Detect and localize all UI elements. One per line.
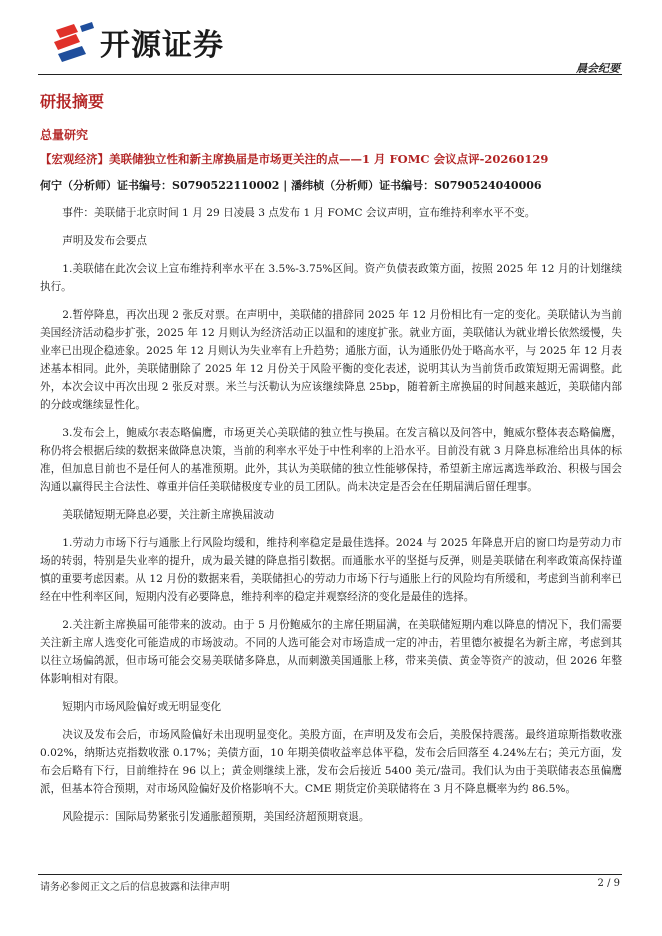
page-number: 2 / 9 [597, 878, 620, 889]
report-body [40, 204, 622, 836]
report-authors: 何宁（分析师）证书编号：S0790522110002 | 潘纬桢（分析师）证书编号：S0790524040006 [40, 179, 542, 192]
logo-mark-icon [52, 22, 96, 62]
header-divider [38, 74, 622, 75]
footer-divider [38, 874, 622, 875]
paragraph: 2.暂停降息，再次出现 2 张反对票。在声明中，美联储的措辞同 2025 年 12 月份相比有一定的变化。美联储认为当前美国经济活动稳步扩张，2025 年 12 月则认为经济活动正以温和的速度扩张。就业方面，美联储认为就业增长依然缓慢，失业率已出现企稳迹象。2025 年 12 月则认为失业率有上升趋势；通胀方面，认为通胀仍处于略高水平，与 2025 年 12 月表述基本相同。此外，美联储删除了 2025 年 12 月份关于风险平衡的变化表述，说明其认为当前货币政策短期无需调整。此外，本次会议中再次出现 2 张反对票。米兰与沃勒认为应该继续降息 25bp，随着新主席换届的时间越来越近，美联储内部的分歧或继续显性化。 [40, 309, 622, 411]
paragraph-heading: 美联储短期无降息必要，关注新主席换届波动 [62, 509, 275, 521]
paragraph: 1.劳动力市场下行与通胀上行风险均缓和，维持利率稳定是最佳选择。2024 与 2025 年降息开启的窗口均是劳动力市场的转弱，特别是失业率的提升，成为最关键的降息指引数据。而通胀水平的坚挺与反弹，则是美联储在利率政策高保持谨慎的重要考虑因素。从 12 月份的数据来看，美联储担心的劳动力市场下行与通胀上行的风险均有所缓和，考虑到当前利率已经在中性利率区间，短期内没有必要降息，维持利率的稳定并观察经济的变化是最佳的选择。 [40, 537, 622, 603]
paragraph: 风险提示：国际局势紧张引发通胀超预期，美国经济超预期衰退。 [62, 811, 370, 823]
paragraph: 决议及发布会后，市场风险偏好未出现明显变化。美股方面，在声明及发布会后，美股保持震荡。最终道琼斯指数收涨 0.02%，纳斯达克指数收涨 0.17%；美债方面，10 年期美债收益率总体平稳，发布会后回落至 4.24%左右；美元方面，发布会后略有下行，目前维持在 96 以上；黄金则继续上涨，发布会后接近 5400 美元/盎司。我们认为由于美联储表态虽偏鹰派，但基本符合预期，对市场风险偏好及价格影响不大。CME 期货定价美联储将在 3 月不降息概率为约 86.5%。 [40, 729, 622, 795]
paragraph-heading: 声明及发布会要点 [62, 235, 147, 247]
paragraph: 事件：美联储于北京时间 1 月 29 日凌晨 3 点发布 1 月 FOMC 会议声明，宣布维持利率水平不变。 [62, 207, 536, 219]
paragraph-heading: 短期内市场风险偏好或无明显变化 [62, 701, 222, 713]
footer-disclaimer: 请务必参阅正文之后的信息披露和法律声明 [40, 882, 230, 893]
logo-text: 开源证券 [100, 28, 224, 63]
brand-logo [52, 22, 224, 62]
paragraph: 2.关注新主席换届可能带来的波动。由于 5 月份鲍威尔的主席任期届满，在美联储短期内难以降息的情况下，我们需要关注新主席人选变化可能造成的市场波动。不同的人选可能会对市场造成一定的冲击，若里德尔被提名为新主席，考虑到其以往立场偏鸽派，但市场可能会交易美联储多降息，从而刺激美国通胀上移，带来美债、黄金等资产的波动，但 2026 年整体影响相对有限。 [40, 619, 622, 685]
subsection-title: 总量研究 [40, 128, 89, 142]
paragraph: 3.发布会上，鲍威尔表态略偏鹰，市场更关心美联储的独立性与换届。在发言稿以及问答中，鲍威尔整体表态略偏鹰，称仍将会根据后续的数据来做降息决策，当前的利率水平处于中性利率的上沿水平。目前没有就 3 月降息标准给出具体的标准，但加息目前也不是任何人的基准预期。此外，其认为美联储的独立性能够保持，希望新主席远离选举政治、积极与国会沟通以赢得民主合法性、尊重并信任美联储极度专业的员工团队。尚未决定是否会在任期届满后留任理事。 [40, 427, 622, 493]
header-label: 晨会纪要 [576, 62, 620, 75]
report-title: 【宏观经济】美联储独立性和新主席换届是市场更关注的点——1 月 FOMC 会议点评-20260129 [40, 152, 549, 166]
section-title: 研报摘要 [40, 92, 105, 111]
paragraph: 1.美联储在此次会议上宣布维持利率水平在 3.5%-3.75%区间。资产负债表政策方面，按照 2025 年 12 月的计划继续执行。 [40, 263, 622, 293]
